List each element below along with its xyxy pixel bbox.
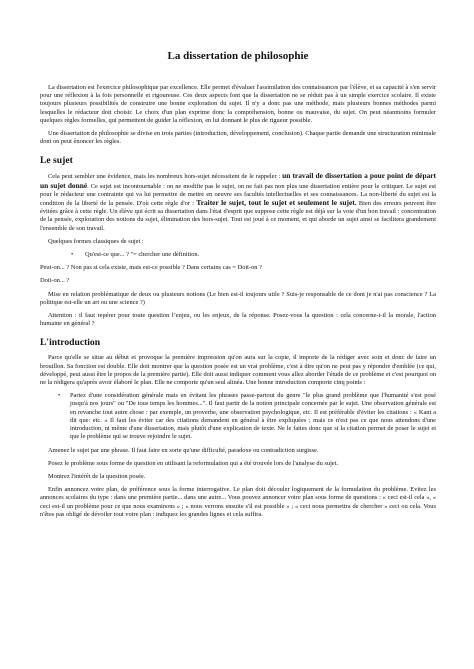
sujet-paragraph-3: Peut-on... ? Non pas si cela existe, mais est-ce possible ? Dans certains cas = Doit-on ?	[40, 264, 262, 272]
intro-paragraph-2: Une dissertation de philosophie se divise en trois parties (introduction, développement, conclusion). Chaque partie demande une structuration minimale dont on peut énoncer les règles.	[40, 130, 436, 146]
list-item-text: Qu'est-ce que... ? "= chercher une définition.	[85, 251, 200, 259]
intro-paragraph-1: La dissertation est l'exercice philosophique par excellence. Elle permet d'évaluer l'assimilation des connaissances par l'élève, et sa capacité à s'en servir pour une réflexion à la fois personnelle et rigoureuse. Ces deux aspects font que la dissertation ne se réduit pas à un simple exercice scolaire. Il existe toujours plusieurs possibilités de construire une bonne exploration du sujet. Il n'y a donc pas une méthode, mais plusieurs bonnes méthodes parmi lesquelles le rédacteur doit choisir. Le choix d'un plan exprime donc la compréhension, bonne ou mauvaise, du sujet. On peut néanmoins formuler quelques règles formelles, qui permettent de guider la réflexion, en lui donnant le plus de rigueur possible.	[40, 84, 436, 124]
list-item-text: Partez d'une considération générale mais en évitant les phrases passe-partout du genre "le plus grand problème que l'humanité s'est posé jusqu'à nos jours" ou "De tous temps les hommes...". Il faut partir de la notion principale concernée par le sujet. Une observation générale est en revanche tout autre chose : par exemple, un proverbe, une observation psychologique, etc. Il est préférable d'éviter les citations : « Kant a dit que: etc. » Il faut les éviter car des citations demandent en général à être expliquées ; mais ce n'est pas ce que nous attendons d'une introduction, ni même d'une dissertation, mais plutôt d'une explication de texte. Ne le faites donc que si la citation permet de poser le sujet et que le problème qui se trouve rejoindre le sujet.	[70, 392, 436, 441]
sujet-paragraph-6: Attention : il faut repérer pour toute question l’enjeu, ou les enjeux, de la réponse. Posez-vous la question : cela concerne-t-il la morale, l'action humaine en général ?	[40, 312, 436, 328]
introduction-paragraph-3: Posez le problème sous forme de question en utilisant la reformulation qui a été trouvée lors de l'analyse du sujet.	[48, 459, 339, 467]
introduction-points-list	[40, 392, 436, 441]
sujet-paragraph-1	[40, 172, 436, 232]
sujet-paragraph-5: Mise en relation problématique de deux ou plusieurs notions (Le bien est-il toujours utile ? Suis-je responsable de ce dont je n'ai pas conscience ? La politique est-elle un art ou une science ?)	[40, 290, 436, 306]
introduction-paragraph-4: Montrez l'intérêt de la question posée.	[48, 472, 146, 480]
page-title: La dissertation de philosophie	[167, 50, 309, 62]
sujet-paragraph-4: Doit-on... ?	[40, 277, 70, 285]
sujet-paragraph-2: Quelques formes classiques de sujet :	[48, 237, 144, 245]
sujet-text-b: . Ce sujet est incontournable : on ne modifie pas le sujet, on ne fait pas non plus une dissertation entière pour le critiquer. Le sujet est pour le rédacteur une contrainte qui va lui permettre de mettre en oeuvre ses facultés intellectuelles et ses connaissances. La non-liberté du sujet est la condition de la liberté de la pensée. D'où cette règle d'or :	[40, 182, 436, 208]
introduction-paragraph-5: Enfin annoncez votre plan, de préférence sous la forme interrogative. Le plan doit découler logiquement de la formulation du problème. Evitez les annonces scolaires du type : dans une première partie... dans une autre... Vous pouvez annoncer votre plan sous forme de questions : « ceci est-il cela », « ceci est-il un problème pour ce que nous examinons » ; « nous verrons ensuite s'il est possible » ; « ceci nous permettra de chercher » ceci ou cela. Vous n'êtes pas obligé de dévoiler tout votre plan : indiquez les grandes lignes et cela suffira.	[40, 486, 436, 518]
introduction-paragraph-1: Parce qu'elle se situe au début et provoque la première impression qu'on aura sur la copie, il importe de la rédiger avec soin et donc de faire un brouillon. Sa fonction est double. Elle doit montrer que la question posée est un vrai problème, c'est à dire qu'on ne peut pas y répondre d'emblée (ce qui, développé, peut aussi être le propos de la première partie). Elle doit aussi indiquer comment vous allez aborder l'étude de ce problème et c'est pourquoi on ne la rédigera qu'après avoir élaboré le plan. Elle ne comporte qu'un seul alinéa. Une bonne introduction comporte cinq points :	[40, 354, 436, 387]
list-item	[40, 251, 436, 259]
sujet-text-c: Bien des erreurs peuvent être évitées grâce à cette règle. Un élève qui écrit sa dissertation dans l'état d'esprit que suppose cette règle est déjà sur la voie d'un bon travail : concentration de la pensée, exploration des notions du sujet, élimination des hors-sujet. Tout est joué à ce moment, et qui aborde un sujet ainsi se facilitera grandement l'ensemble de son travail.	[40, 200, 437, 232]
sujet-text-a: Cela peut sembler une évidence, mais les nombreux hors-sujet nécessitent de le rappeler :	[48, 173, 283, 181]
sujet-forms-list	[40, 251, 436, 259]
section-heading-introduction: L'introduction	[40, 337, 101, 349]
bullet-icon: •	[71, 251, 74, 259]
sujet-emphasis-1: un travail de dissertation a pour point de départ un sujet donné	[40, 171, 437, 190]
list-item	[40, 392, 436, 441]
introduction-paragraph-2: Amenez le sujet par une phrase. Il faut faire en sorte qu'une difficulté, paradoxe ou contradiction surgisse.	[48, 446, 319, 454]
bullet-icon: •	[58, 392, 61, 400]
section-heading-sujet: Le sujet	[40, 155, 73, 167]
sujet-golden-rule: Traiter le sujet, tout le sujet et seulement le sujet.	[196, 198, 357, 208]
